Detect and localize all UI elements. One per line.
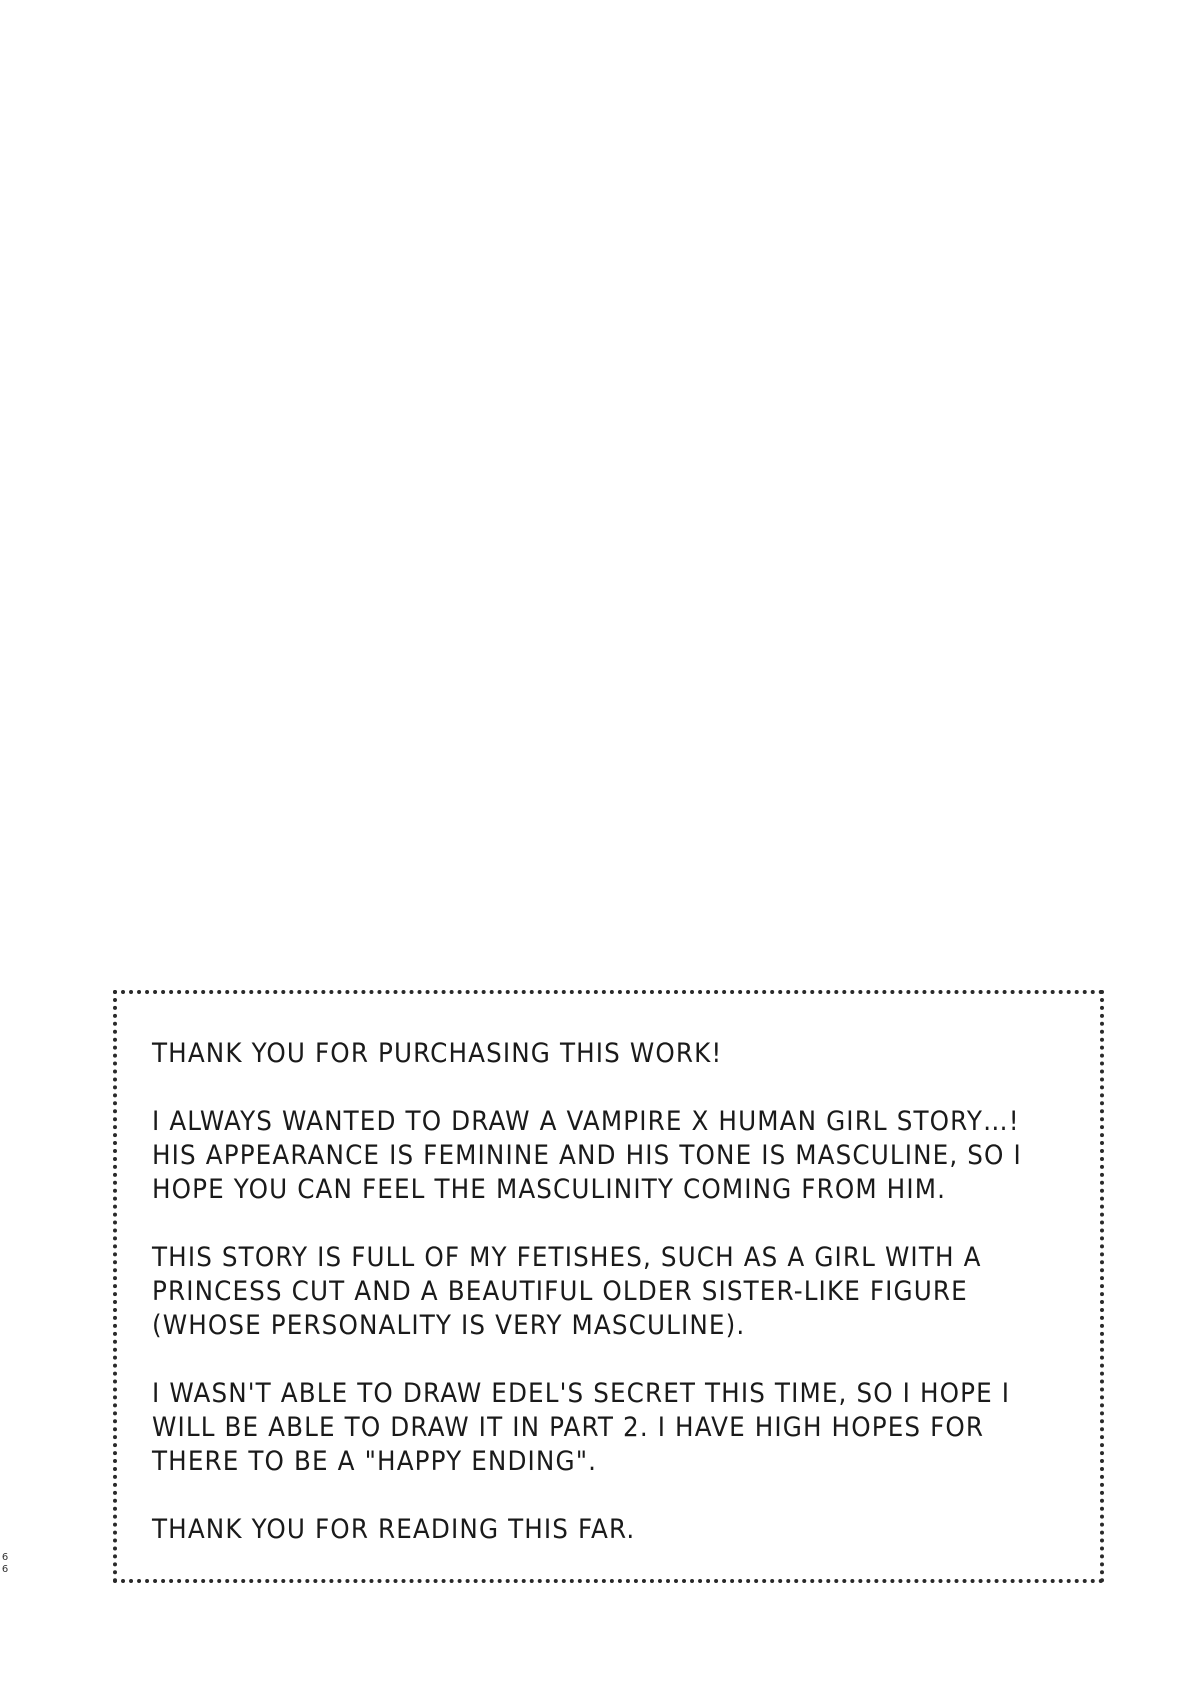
afterword-line: WILL BE ABLE TO DRAW IT IN PART 2. I HAVE HIGH HOPES FOR xyxy=(152,1412,985,1443)
afterword-paragraph-5 xyxy=(152,1513,1017,1547)
page-number xyxy=(0,1552,10,1576)
afterword-line: HIS APPEARANCE IS FEMININE AND HIS TONE IS MASCULINE, SO I xyxy=(152,1140,1022,1171)
afterword-line: I WASN'T ABLE TO DRAW EDEL'S SECRET THIS TIME, SO I HOPE I xyxy=(152,1378,1011,1409)
afterword-line: THERE TO BE A "HAPPY ENDING". xyxy=(152,1446,598,1477)
afterword-line: I ALWAYS WANTED TO DRAW A VAMPIRE X HUMAN GIRL STORY…! xyxy=(152,1106,1020,1137)
afterword-text xyxy=(152,1037,1022,1547)
afterword-paragraph-4 xyxy=(152,1377,1017,1479)
afterword-box xyxy=(113,990,1104,1583)
page-number-digit: 6 xyxy=(1,1564,9,1575)
afterword-line: PRINCESS CUT AND A BEAUTIFUL OLDER SISTER-LIKE FIGURE xyxy=(152,1276,968,1307)
afterword-line: (WHOSE PERSONALITY IS VERY MASCULINE). xyxy=(152,1310,746,1341)
afterword-paragraph-1 xyxy=(152,1037,1017,1071)
afterword-line: THANK YOU FOR READING THIS FAR. xyxy=(152,1514,636,1545)
afterword-line: THANK YOU FOR PURCHASING THIS WORK! xyxy=(152,1038,723,1069)
afterword-line: HOPE YOU CAN FEEL THE MASCULINITY COMING FROM HIM. xyxy=(152,1174,947,1205)
afterword-line: THIS STORY IS FULL OF MY FETISHES, SUCH AS A GIRL WITH A xyxy=(152,1242,982,1273)
page-number-digit: 6 xyxy=(1,1552,9,1563)
afterword-paragraph-3 xyxy=(152,1241,1017,1343)
afterword-paragraph-2 xyxy=(152,1105,1022,1207)
